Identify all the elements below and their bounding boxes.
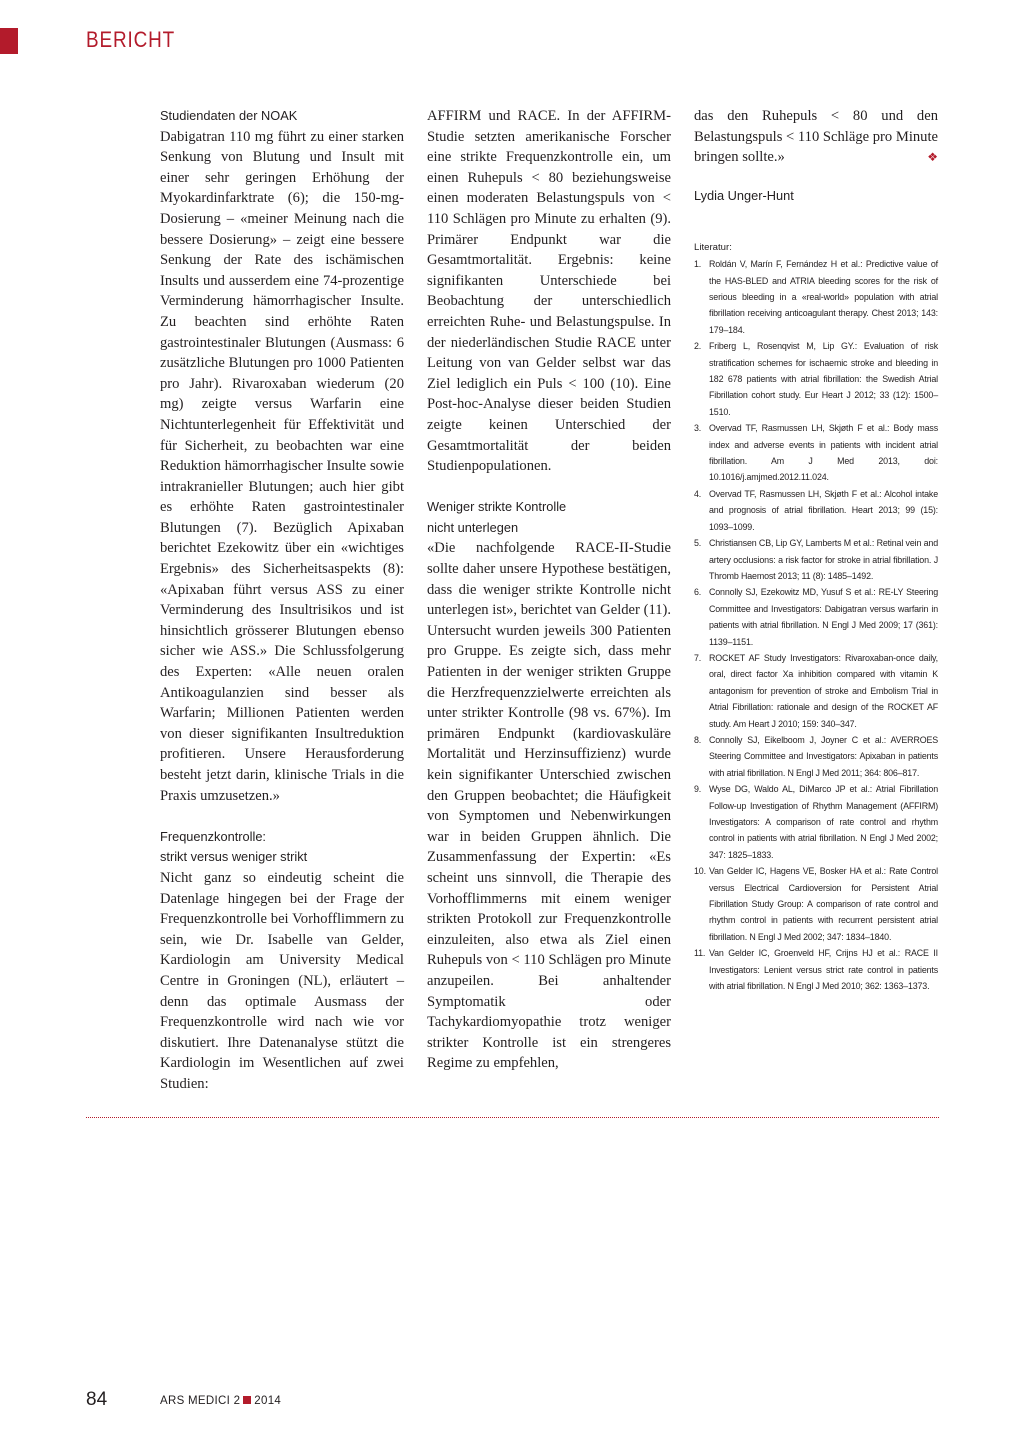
journal-name: ARS MEDICI 2 [160,1395,241,1407]
reference-text: Connolly SJ, Eikelboom J, Joyner C et al.: AVERROES Steering Committee and Investigators: Apixaban in patients with atrial fibrillation. N Engl J Med 2011; 364: 806–817. [709,734,938,778]
section-marker-bar [0,28,18,54]
reference-text: Van Gelder IC, Hagens VE, Bosker HA et al.: Rate Control versus Electrical Cardioversion for Persistent Atrial Fibrillation Study Group: A comparison of rate control and rhythm control in patients with recurrent persistent atrial fibrillation. N Engl J Med 2002; 347: 1834–1840. [709,866,938,942]
reference-text: ROCKET AF Study Investigators: Rivaroxaban-once daily, oral, direct factor Xa inhibition compared with vitamin K antagonism for prevention of stroke and Embolism Trial in Atrial Fibrillation: rationale and design of the ROCKET AF study. Am Heart J 2010; 159: 340–347. [709,652,938,729]
article-column-2 [427,106,671,1074]
reference-item [694,945,938,994]
page-number: 84 [86,1389,108,1410]
reference-number: 10. [694,866,706,877]
reference-number: 1. [694,259,702,270]
subheading-frequenzkontrolle-line2: strikt versus weniger strikt [160,849,308,865]
section-label: BERICHT [86,27,176,52]
article-column-1 [160,106,404,1095]
square-separator-icon [243,1396,251,1404]
subheading-studiendaten: Studiendaten der NOAK [160,108,298,123]
reference-number: 6. [694,587,702,598]
subheading-weniger-strikte-kontrolle-line2: nicht unterlegen [427,519,519,535]
reference-item [694,863,938,945]
article-column-3 [694,106,938,994]
reference-text: Wyse DG, Waldo AL, DiMarco JP et al.: Atrial Fibrillation Follow-up Investigation of Rhythm Management (AFFIRM) Investigators: A comparison of rate control and rhythm control in patients with atrial fibrillation. N Engl J Med 2002; 347: 1825–1833. [709,784,938,860]
reference-number: 5. [694,538,702,549]
reference-number: 4. [694,488,702,499]
paragraph: Nicht ganz so eindeutig scheint die Datenlage hingegen bei der Frage der Frequenzkontrolle bei Vorhofflimmern zu sein, wie Dr. Isabelle van Gelder, Kardiologin am University Medical Centre in Groningen (NL), erläutert – denn das optimale Ausmass der Frequenzkontrolle wird nach wie vor diskutiert. Ihre Datenanalyse stützt die Kardiologin im Wesentlichen auf zwei Studien: [160,869,404,1092]
literature-title: Literatur: [694,241,732,253]
paragraph [694,106,938,168]
reference-list [694,256,938,994]
paragraph: «Die nachfolgende RACE-II-Studie sollte daher unsere Hypothese bestätigen, dass die weniger strikte Kontrolle nicht unterlegen ist», berichtet van Gelder (11). Untersucht wurden jeweils 300 Patienten pro Gruppe. Es zeigte sich, dass mehr Patienten in der weniger strikten Gruppe die Herzfrequenzzielwerte erreichten als unter strikter Kontrolle (98 vs. 67%). Im primären Endpunkt (kardiovaskuläre Mortalität und Herzinsuffizienz) wurde kein signifikanter Unterschied zwischen den Gruppen beobachtet; die Häufigkeit von Symptomen und Nebenwirkungen war in beiden Gruppen ähnlich. Die Zusammenfassung der Expertin: «Es scheint uns sinnvoll, die Therapie des Vorhofflimmerns mit einem weniger strikten Protokoll zur Frequenzkontrolle einzuleiten, also etwa als Ziel einen Ruhepuls von < 110 Schlägen pro Minute anzupeilen. Bei anhaltender Symptomatik oder Tachykardiomyopathie trotz weniger strikter Kontrolle ist ein strengeres Regime zu empfehlen, [427,540,671,1072]
reference-item [694,256,938,338]
end-of-article-icon: ❖ [927,150,938,165]
reference-number: 8. [694,734,702,745]
reference-text: Connolly SJ, Ezekowitz MD, Yusuf S et al.: RE-LY Steering Committee and Investigators: Dabigatran versus warfarin in patients with atrial fibrillation. N Engl J Med 2009; 17 (361): 1139–1151. [709,587,938,647]
reference-item [694,781,938,863]
paragraph-text: das den Ruhepuls < 80 und den Belastungspuls < 110 Schläge pro Minute bringen sollte.» [694,108,939,166]
reference-item [694,535,938,584]
reference-item [694,420,938,486]
journal-year: 2014 [254,1395,282,1407]
reference-text: Overvad TF, Rasmussen LH, Skjøth F et al.: Body mass index and adverse events in patients with incident atrial fibrillation. Am J Med 2013, doi: 10.1016/j.amjmed.2012.11.024. [709,423,938,483]
subheading-weniger-strikte-kontrolle: Weniger strikte Kontrolle [427,499,567,515]
dotted-divider [86,1117,939,1118]
reference-number: 11. [694,948,706,959]
reference-item [694,650,938,732]
reference-number: 3. [694,423,702,434]
journal-footer [160,1395,281,1407]
reference-text: Friberg L, Rosenqvist M, Lip GY.: Evaluation of risk stratification schemes for ischaemic stroke and bleeding in 182 678 patients with atrial fibrillation: the Swedish Atrial Fibrillation cohort study. Eur Heart J 2012; 33 (12): 1500–1510. [709,341,938,417]
paragraph: Dabigatran 110 mg führt zu einer starken Senkung von Blutung und Insult mit einer sehr geringen Erhöhung der Myokardinfarktrate (6); die 150-mg-Dosierung – «meiner Meinung nach die bessere Dosierung» – zeigt eine bessere Senkung der Rate des ischämischen Insults und ausserdem eine 74-prozentige Verminderung hämorrhagischer Insulte. Zu beachten sind erhöhte Raten gastrointestinaler Blutungen (Ausmass: 6 zusätzliche Blutungen pro 1000 Patienten pro Jahr). Rivaroxaban wiederum (20 mg) zeigte versus Warfarin eine Nichtunterlegenheit für Effektivität und für Sicherheit, zu beobachten war eine Reduktion hämorrhagischer Insulte sowie intrakranieller Blutungen; auch hier gibt es erhöhte Raten gastrointestinaler Blutungen (7). Bezüglich Apixaban berichtet Ezekowitz über ein «wichtiges Ergebnis» des Sicherheitsaspekts (8): «Apixaban führt versus ASS zu einer Verminderung des Insultrisikos und ist hinsichtlich grösserer Blutungen ebenso sicher wie ASS.» Die Schlussfolgerung des Experten: «Alle neuen oralen Antikoagulanzien sind besser als Warfarin; Millionen Patienten werden von dieser signifikanten Insultreduktion profitieren. Unsere Herausforderung besteht jetzt darin, klinische Trials in die Praxis umzusetzen.» [160,128,404,804]
reference-item [694,486,938,535]
reference-item [694,338,938,420]
reference-text: Van Gelder IC, Groenveld HF, Crijns HJ et al.: RACE II Investigators: Lenient versus strict rate control in patients with atrial fibrillation. N Engl J Med 2010; 362: 1363–1373. [709,948,938,992]
paragraph: AFFIRM und RACE. In der AFFIRM-Studie setzten amerikanische Forscher eine strikte Frequenzkontrolle ein, um einen Ruhepuls < 80 beziehungsweise einen moderaten Belastungspuls von < 110 Schlägen pro Minute zu erhalten (9). Primärer Endpunkt war die Gesamtmortalität. Ergebnis: keine signifikanten Unterschiede bei Beobachtung der unterschiedlich erreichten Ruhe- und Belastungspulse. In der niederländischen Studie RACE unter Leitung von van Gelder selbst war das Ziel lediglich ein Puls < 100 (10). Eine Post-hoc-Analyse dieser beiden Studien zeigte keinen Unterschied der Gesamtmortalität der beiden Studienpopulationen. [427,108,671,475]
reference-number: 2. [694,341,702,352]
reference-item [694,584,938,650]
subheading-frequenzkontrolle: Frequenzkontrolle: [160,828,266,844]
reference-text: Christiansen CB, Lip GY, Lamberts M et al.: Retinal vein and artery occlusions: a risk factor for stroke in atrial fibrillation. J Thromb Haemost 2013; 11 (8): 1485–1492. [709,538,938,581]
reference-number: 9. [694,784,702,795]
reference-number: 7. [694,652,702,663]
author-name: Lydia Unger-Hunt [694,187,794,203]
reference-item [694,732,938,781]
reference-text: Overvad TF, Rasmussen LH, Skjøth F et al.: Alcohol intake and prognosis of atrial fibrillation. Heart 2013; 99 (15): 1093–1099. [709,488,938,532]
reference-text: Roldán V, Marín F, Fernández H et al.: Predictive value of the HAS-BLED and ATRIA bleeding scores for the risk of serious bleeding in a «real-world» population with atrial fibrillation receiving anticoagulant therapy. Chest 2013; 143: 179–184. [709,259,938,335]
